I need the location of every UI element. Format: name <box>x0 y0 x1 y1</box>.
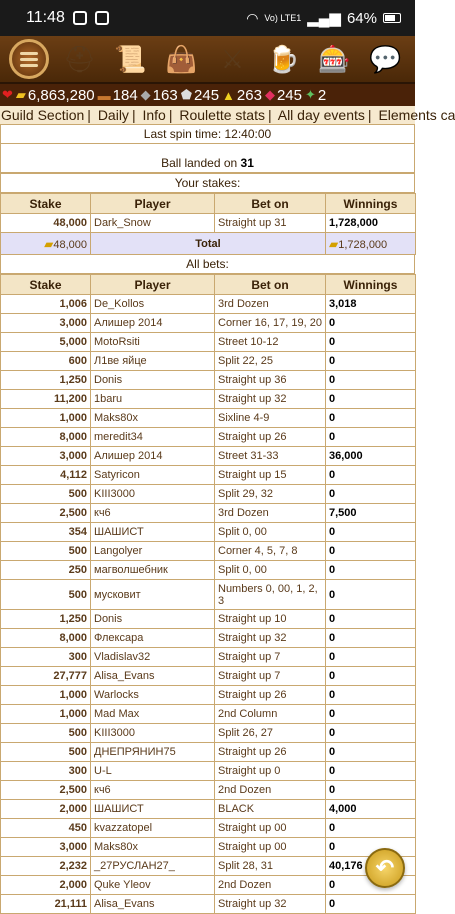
row-winnings: 0 <box>326 819 416 838</box>
ball-number: 31 <box>240 156 254 170</box>
row-stake: 11,200 <box>1 390 91 409</box>
resource-crystal: ◆ 245 <box>264 86 302 104</box>
row-bet-on: Straight up 26 <box>215 686 326 705</box>
row-winnings: 0 <box>326 876 416 895</box>
row-bet-on: Numbers 0, 00, 1, 2, 3 <box>215 580 326 610</box>
row-player[interactable]: Флексара <box>91 629 215 648</box>
row-player[interactable]: KIII3000 <box>91 724 215 743</box>
row-bet-on: Split 22, 25 <box>215 352 326 371</box>
col-bet-on: Bet on <box>215 275 326 295</box>
row-bet-on: Split 29, 32 <box>215 485 326 504</box>
row-winnings: 0 <box>326 314 416 333</box>
row-player[interactable]: KIII3000 <box>91 485 215 504</box>
row-winnings: 0 <box>326 629 416 648</box>
total-row: ▰48,000 Total ▰1,728,000 <box>1 233 416 255</box>
row-winnings: 0 <box>326 705 416 724</box>
row-stake: 1,000 <box>1 409 91 428</box>
row-player[interactable]: мусковит <box>91 580 215 610</box>
row-player[interactable]: Maks80x <box>91 409 215 428</box>
row-stake: 500 <box>1 485 91 504</box>
table-row <box>1 686 416 705</box>
row-winnings: 0 <box>326 542 416 561</box>
resource-iron: ⬟ 245 <box>180 86 220 104</box>
all-bets-title: All bets: <box>0 255 415 274</box>
nav-guild-section[interactable]: Guild Section <box>1 107 85 123</box>
row-bet-on: 3rd Dozen <box>215 295 326 314</box>
row-stake: 1,000 <box>1 686 91 705</box>
app-notification-icon <box>95 11 109 25</box>
row-bet-on: Straight up 10 <box>215 610 326 629</box>
table-row <box>1 629 416 648</box>
table-row <box>1 409 416 428</box>
row-stake: 5,000 <box>1 333 91 352</box>
row-player[interactable]: Donis <box>91 610 215 629</box>
resource-stone: ◆ 163 <box>140 86 178 104</box>
row-stake: 354 <box>1 523 91 542</box>
col-bet-on: Bet on <box>215 194 326 214</box>
row-bet-on: Straight up 00 <box>215 838 326 857</box>
row-winnings: 36,000 <box>326 447 416 466</box>
row-player[interactable]: Warlocks <box>91 686 215 705</box>
row-winnings: 3,018 <box>326 295 416 314</box>
row-stake: 1,250 <box>1 371 91 390</box>
table-row <box>1 333 416 352</box>
row-bet-on: Straight up 32 <box>215 629 326 648</box>
table-row <box>1 648 416 667</box>
table-row <box>1 295 416 314</box>
row-winnings: 0 <box>326 781 416 800</box>
row-bet-on: Straight up 36 <box>215 371 326 390</box>
signal-icon: ▂▄▆ <box>307 10 341 27</box>
table-row <box>1 762 416 781</box>
row-stake: 8,000 <box>1 629 91 648</box>
row-player[interactable]: MotoRsiti <box>91 333 215 352</box>
row-winnings: 0 <box>326 352 416 371</box>
row-player[interactable]: ШАШИСТ <box>91 800 215 819</box>
table-row <box>1 781 416 800</box>
row-bet-on: 2nd Column <box>215 705 326 724</box>
gold-icon: ▰ <box>329 236 339 251</box>
row-bet-on: Straight up 00 <box>215 819 326 838</box>
row-bet-on: Corner 16, 17, 19, 20 <box>215 314 326 333</box>
battery-percent: 64% <box>346 9 377 27</box>
row-player[interactable]: Maks80x <box>91 838 215 857</box>
col-player: Player <box>91 194 215 214</box>
row-bet-on: 3rd Dozen <box>215 504 326 523</box>
table-row <box>1 428 416 447</box>
row-winnings: 0 <box>326 409 416 428</box>
row-winnings: 0 <box>326 428 416 447</box>
crossed-swords-icon[interactable]: ⚔ <box>220 43 245 74</box>
iron-icon: ⬟ <box>180 87 193 102</box>
table-row <box>1 447 416 466</box>
row-stake: 4,112 <box>1 466 91 485</box>
row-stake: 300 <box>1 648 91 667</box>
nav-roulette-stats[interactable]: Roulette stats <box>179 107 265 123</box>
status-time: 11:48 <box>26 9 65 26</box>
row-bet-on: Straight up 0 <box>215 762 326 781</box>
table-row <box>1 857 416 876</box>
row-stake: 250 <box>1 561 91 580</box>
row-bet-on: Street 31-33 <box>215 447 326 466</box>
row-bet-on: Straight up 15 <box>215 466 326 485</box>
row-stake: 2,232 <box>1 857 91 876</box>
battery-icon <box>383 13 401 23</box>
row-player[interactable]: 1baru <box>91 390 215 409</box>
nav-info[interactable]: Info <box>142 107 166 123</box>
row-player[interactable]: кч6 <box>91 504 215 523</box>
table-row: 48,000 Dark_Snow Straight up 31 1,728,000 <box>1 214 416 233</box>
table-row <box>1 895 416 914</box>
row-player[interactable]: Mad Max <box>91 705 215 724</box>
total-label: Total <box>91 233 326 255</box>
row-bet-on: 2nd Dozen <box>215 781 326 800</box>
row-bet-on: Split 26, 27 <box>215 724 326 743</box>
row-player[interactable]: Алишер 2014 <box>91 314 215 333</box>
row-bet-on: Straight up 26 <box>215 428 326 447</box>
row-stake: 8,000 <box>1 428 91 447</box>
row-player[interactable]: магволшебник <box>91 561 215 580</box>
row-winnings: 0 <box>326 895 416 914</box>
table-row <box>1 743 416 762</box>
tavern-icon[interactable]: 🍺 <box>267 43 300 74</box>
table-row <box>1 876 416 895</box>
back-button[interactable] <box>365 848 405 888</box>
resource-gold: ▰ 6,863,280 <box>15 86 95 104</box>
table-row <box>1 705 416 724</box>
gold-icon: ▰ <box>44 236 54 251</box>
row-bet-on: Street 10-12 <box>215 333 326 352</box>
table-row <box>1 724 416 743</box>
row-winnings: 0 <box>326 580 416 610</box>
back-arrow-icon: ↶ <box>375 855 395 880</box>
status-bar <box>0 0 415 36</box>
row-player[interactable]: Quke Yleov <box>91 876 215 895</box>
row-player[interactable]: ШАШИСТ <box>91 523 215 542</box>
nav-links: Guild Section | Daily | Info | Roulette stats | All day events | Elements ca <box>1 107 455 123</box>
row-stake: 3,000 <box>1 314 91 333</box>
row-bet-on: 2nd Dozen <box>215 876 326 895</box>
menu-button[interactable] <box>4 38 53 80</box>
row-winnings: 0 <box>326 762 416 781</box>
row-winnings: 0 <box>326 724 416 743</box>
row-player[interactable]: De_Kollos <box>91 295 215 314</box>
resource-health <box>2 87 13 103</box>
menu-icon <box>9 39 49 79</box>
sulfur-icon: ▲ <box>222 87 235 103</box>
row-stake: 500 <box>1 542 91 561</box>
row-bet-on: Straight up 32 <box>215 895 326 914</box>
row-stake: 300 <box>1 762 91 781</box>
row-bet-on: Straight up 32 <box>215 390 326 409</box>
table-row <box>1 466 416 485</box>
row-stake: 600 <box>1 352 91 371</box>
spin-info <box>0 125 415 174</box>
your-stakes-table <box>0 193 416 255</box>
row-player[interactable]: ДНЕПРЯНИН75 <box>91 743 215 762</box>
row-stake: 2,500 <box>1 504 91 523</box>
row-winnings: 0 <box>326 648 416 667</box>
helmet-icon[interactable]: ⛑ <box>62 43 96 74</box>
row-stake: 450 <box>1 819 91 838</box>
col-stake: Stake <box>1 194 91 214</box>
game-toolbar <box>0 36 415 84</box>
row-stake: 500 <box>1 743 91 762</box>
row-stake: 27,777 <box>1 667 91 686</box>
table-row <box>1 485 416 504</box>
all-bets-table <box>0 274 416 914</box>
row-winnings: 0 <box>326 333 416 352</box>
row-player[interactable]: Алишер 2014 <box>91 447 215 466</box>
table-row <box>1 390 416 409</box>
row-winnings: 0 <box>326 466 416 485</box>
resource-wood: ▬ 184 <box>97 86 138 104</box>
row-winnings: 40,176 <box>326 857 416 876</box>
row-player[interactable]: U-L <box>91 762 215 781</box>
row-player[interactable]: Langolyer <box>91 542 215 561</box>
row-bet-on: BLACK <box>215 800 326 819</box>
row-stake: 2,500 <box>1 781 91 800</box>
row-player[interactable]: Alisa_Evans <box>91 895 215 914</box>
row-winnings: 0 <box>326 523 416 542</box>
row-stake: 2,000 <box>1 800 91 819</box>
bag-icon[interactable]: 👜 <box>165 43 198 74</box>
row-winnings: 0 <box>326 610 416 629</box>
row-bet-on: Split 0, 00 <box>215 523 326 542</box>
table-row <box>1 667 416 686</box>
row-stake: 3,000 <box>1 447 91 466</box>
row-winnings: 0 <box>326 667 416 686</box>
row-stake: 21,111 <box>1 895 91 914</box>
row-winnings: 0 <box>326 561 416 580</box>
nav-elements[interactable]: Elements ca <box>378 107 455 123</box>
row-bet-on: Straight up 26 <box>215 743 326 762</box>
table-row <box>1 504 416 523</box>
wifi-icon: ◠ <box>246 9 259 26</box>
notification-icon <box>73 11 87 25</box>
table-row <box>1 819 416 838</box>
row-player[interactable]: meredit34 <box>91 428 215 447</box>
row-stake: 1,250 <box>1 610 91 629</box>
row-player[interactable]: Satyricon <box>91 466 215 485</box>
table-row <box>1 610 416 629</box>
row-winnings: 0 <box>326 838 416 857</box>
row-stake: 500 <box>1 724 91 743</box>
table-row <box>1 838 416 857</box>
table-row <box>1 371 416 390</box>
stone-icon: ◆ <box>140 87 151 102</box>
row-winnings: 0 <box>326 390 416 409</box>
row-player[interactable]: Vladislav32 <box>91 648 215 667</box>
row-player[interactable]: _27РУСЛАН27_ <box>91 857 215 876</box>
row-bet-on: Split 0, 00 <box>215 561 326 580</box>
table-row <box>1 542 416 561</box>
row-winnings: 0 <box>326 371 416 390</box>
resource-sulfur: ▲ 263 <box>222 86 262 104</box>
col-player: Player <box>91 275 215 295</box>
row-winnings: 0 <box>326 743 416 762</box>
resource-gems: ✦ 2 <box>304 86 327 104</box>
table-row <box>1 561 416 580</box>
ball-landed: Ball landed on 31 <box>1 153 414 173</box>
gems-icon: ✦ <box>304 87 316 102</box>
row-bet-on: Sixline 4-9 <box>215 409 326 428</box>
resource-bar <box>0 84 415 106</box>
crystal-icon: ◆ <box>264 87 275 102</box>
row-bet-on: Split 28, 31 <box>215 857 326 876</box>
table-row <box>1 580 416 610</box>
row-bet-on: Straight up 7 <box>215 667 326 686</box>
row-player[interactable]: Donis <box>91 371 215 390</box>
table-row <box>1 800 416 819</box>
col-stake: Stake <box>1 275 91 295</box>
row-winnings: 7,500 <box>326 504 416 523</box>
row-bet-on: Straight up 7 <box>215 648 326 667</box>
table-row <box>1 352 416 371</box>
row-stake: 2,000 <box>1 876 91 895</box>
row-player[interactable]: Alisa_Evans <box>91 667 215 686</box>
nav-daily[interactable]: Daily <box>97 107 129 123</box>
row-player[interactable]: Л1ве яйце <box>91 352 215 371</box>
heart-icon: ❤ <box>2 87 13 102</box>
network-indicator: Vo) LTE1 <box>264 13 302 23</box>
row-player[interactable]: кч6 <box>91 781 215 800</box>
col-winnings: Winnings <box>326 275 416 295</box>
row-winnings: 4,000 <box>326 800 416 819</box>
roulette-icon[interactable]: 🎰 <box>318 43 351 74</box>
row-stake: 500 <box>1 580 91 610</box>
wood-icon: ▬ <box>97 87 111 103</box>
last-spin-time: Last spin time: 12:40:00 <box>1 125 414 144</box>
your-stakes-title: Your stakes: <box>0 174 415 193</box>
row-winnings: 0 <box>326 485 416 504</box>
nav-all-day-events[interactable]: All day events <box>277 107 365 123</box>
row-stake: 3,000 <box>1 838 91 857</box>
row-winnings: 0 <box>326 686 416 705</box>
chat-icon[interactable]: 💬 <box>369 43 402 74</box>
col-winnings: Winnings <box>326 194 416 214</box>
table-row <box>1 314 416 333</box>
row-stake: 1,000 <box>1 705 91 724</box>
table-row <box>1 523 416 542</box>
scroll-map-icon[interactable]: 📜 <box>114 43 147 74</box>
row-stake: 1,006 <box>1 295 91 314</box>
row-player[interactable]: kvazzatopel <box>91 819 215 838</box>
row-bet-on: Corner 4, 5, 7, 8 <box>215 542 326 561</box>
gold-icon: ▰ <box>15 87 26 102</box>
